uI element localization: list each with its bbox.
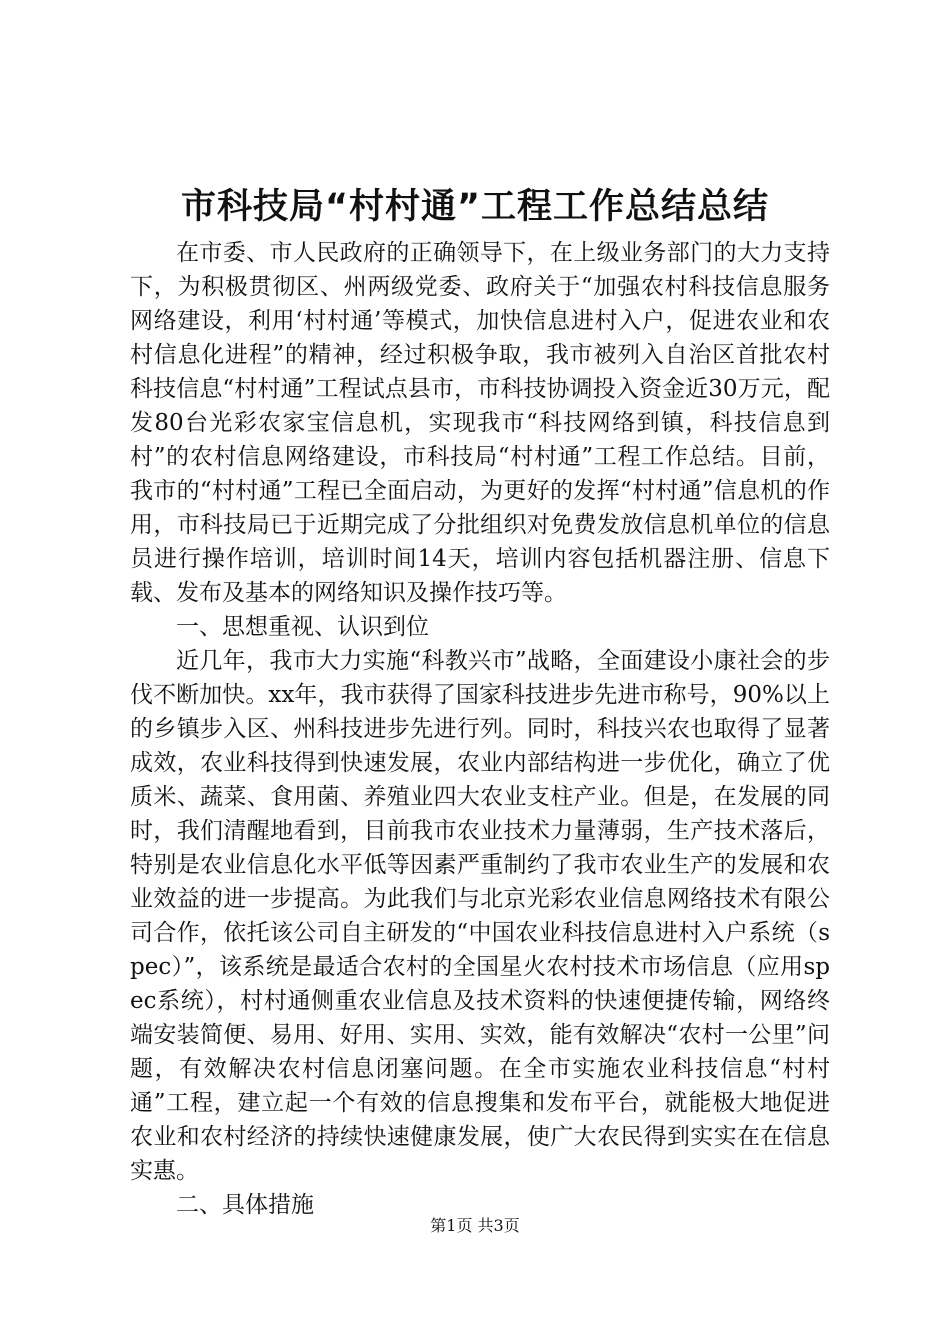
document-title: 市科技局“村村通”工程工作总结总结 (180, 187, 769, 227)
section-1-paragraph: 近几年，我市大力实施“科教兴市”战略，全面建设小康社会的步伐不断加快。xx年，我市获得了国家科技进步先进市称号，90%以上的乡镇步入区、州科技进步先进行列。同时，科技兴农也取得了显著成效，农业科技得到快速发展，农业内部结构进一步优化，确立了优质米、蔬菜、食用菌、养殖业四大农业支柱产业。但是，在发展的同时，我们清醒地看到，目前我市农业技术力量薄弱，生产技术落后，特别是农业信息化水平低等因素严重制约了我市农业生产的发展和农业效益的进一步提高。为此我们与北京光彩农业信息网络技术有限公司合作，依托该公司自主研发的“中国农业科技信息进村入户系统（spec）”，该系统是最适合农村的全国星火农村技术市场信息（应用spec系统），村村通侧重农业信息及技术资料的快速便捷传输，网络终端安装简便、易用、好用、实用、实效，能有效解决“农村一公里”问题，有效解决农村信息闭塞问题。在全市实施农业科技信息“村村通”工程，建立起一个有效的信息搜集和发布平台，就能极大地促进农业和农村经济的持续快速健康发展，使广大农民得到实实在在信息实惠。 (130, 648, 830, 1184)
intro-paragraph: 在市委、市人民政府的正确领导下，在上级业务部门的大力支持下，为积极贯彻区、州两级党委、政府关于“加强农村科技信息服务网络建设，利用‘村村通’等模式，加快信息进村入户，促进农业和农村信息化进程”的精神，经过积极争取，我市被列入自治区首批农村科技信息“村村通”工程试点县市，市科技协调投入资金近30万元，配发80台光彩农家宝信息机，实现我市“科技网络到镇，科技信息到村”的农村信息网络建设，市科技局“村村通”工程工作总结。目前，我市的“村村通”工程已全面启动，为更好的发挥“村村通”信息机的作用，市科技局已于近期完成了分批组织对免费发放信息机单位的信息员进行操作培训，培训时间14天，培训内容包括机器注册、信息下载、发布及基本的网络知识及操作技巧等。 (130, 240, 830, 606)
section-heading-2: 二、具体措施 (176, 1192, 314, 1218)
document-body (130, 236, 830, 1222)
page-footer: 第1页 共3页 (430, 1216, 520, 1235)
section-heading-1: 一、思想重视、认识到位 (176, 614, 429, 640)
